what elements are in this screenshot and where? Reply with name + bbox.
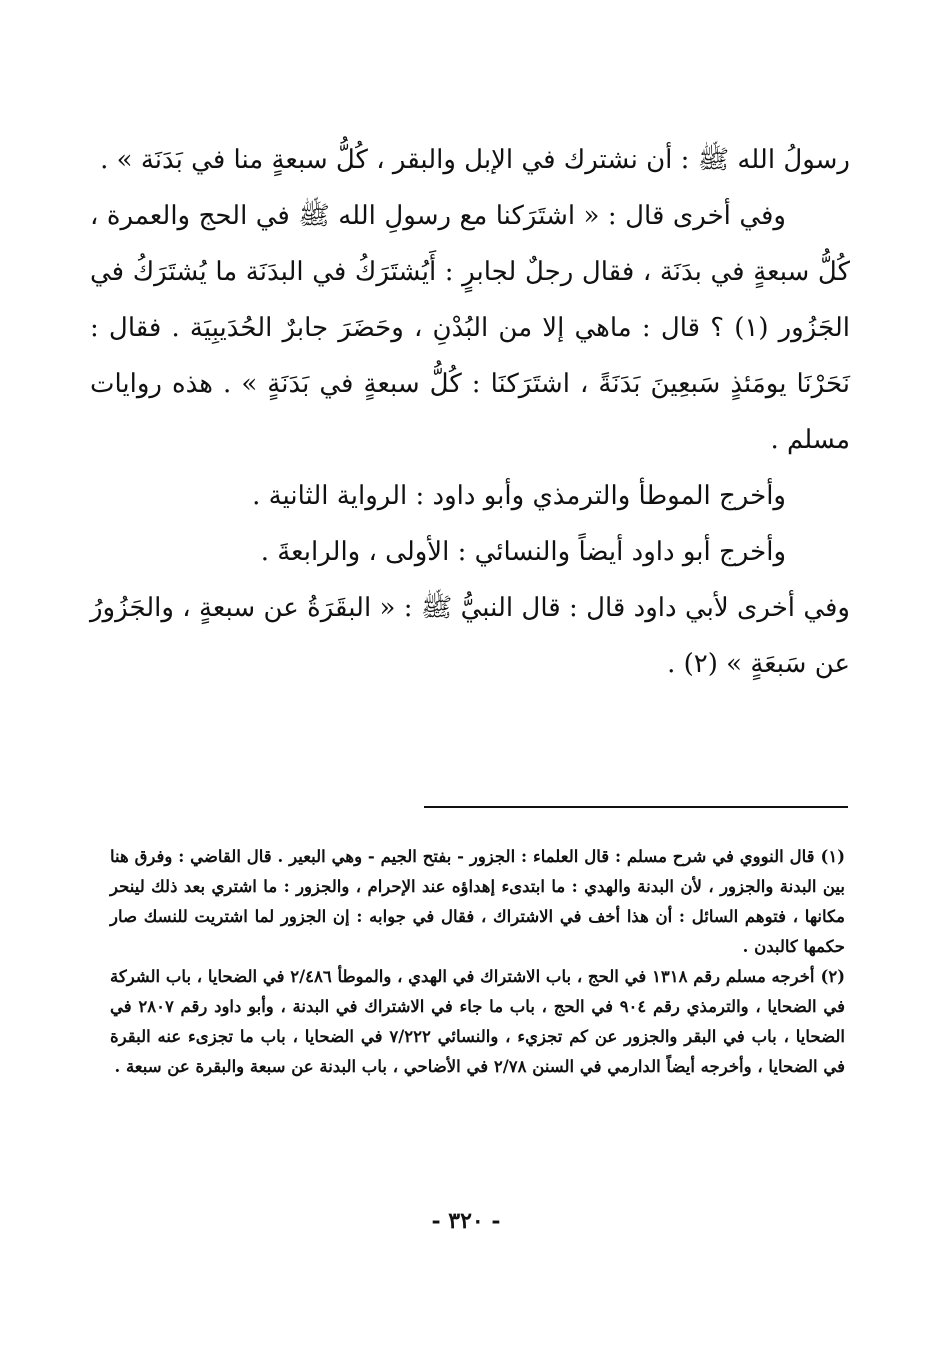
footnote-2-text: أخرجه مسلم رقم ١٣١٨ في الحج ، باب الاشتراك في الهدي ، والموطأ ٢/٤٨٦ في الضحايا ، باب الشركة في الضحايا ، والترمذي رقم ٩٠٤ في الحج ، باب ما جاء في الاشتراك في البدنة ، وأبو داود رقم ٢٨٠٧ في الضحايا ، باب في البقر والجزور عن كم تجزيء ، والنسائي ٧/٢٢٢ في الضحايا ، باب ما تجزىء عنه البقرة في الضحايا ، وأخرجه أيضاً الدارمي في السنن ٢/٧٨ في الأضاحي ، باب البدنة عن سبعة والبقرة عن سبعة . xyxy=(110,967,845,1076)
paragraph-4: وأخرج أبو داود أيضاً والنسائي : الأولى ، والرابعةَ . xyxy=(260,537,786,567)
footnote-1-number: (١) xyxy=(820,847,845,866)
footnote-2-number: (٢) xyxy=(820,967,845,986)
footnote-2 xyxy=(110,962,845,1082)
footnote-divider xyxy=(424,806,848,808)
page-number: - ٣٢٠ - xyxy=(431,1208,501,1234)
paragraph-5: وفي أخرى لأبي داود قال : قال النبيُّ ﷺ : « البقَرَةُ عن سبعةٍ ، والجَزُورُ عن سَبعَةٍ » (٢) . xyxy=(90,593,850,679)
paragraph-2: وفي أخرى قال : « اشتَرَكنا مع رسولِ الله ﷺ في الحج والعمرة ، كُلُّ سبعةٍ في بدَنَة ، فقال رجلٌ لجابرٍ : أَيُشتَرَكُ في البدَنَة ما يُشتَرَكُ في الجَزُور (١) ؟ قال : ماهي إلا من البُدْنِ ، وحَضَرَ جابرٌ الحُدَيبِيَة . فقال : نَحَرْنَا يومَئذٍ سَبعِينَ بَدَنَةً ، اشتَرَكنَا : كُلُّ سبعةٍ في بَدَنَةٍ » . هذه روايات مسلم . xyxy=(90,201,851,455)
main-text xyxy=(90,132,850,692)
footnote-1 xyxy=(110,842,845,962)
paragraph-1: رسولُ الله ﷺ : أن نشترك في الإبل والبقر ، كُلُّ سبعةٍ منا في بَدَنَة » . xyxy=(100,145,850,175)
footnote-1-text: قال النووي في شرح مسلم : قال العلماء : الجزور - بفتح الجيم - وهي البعير . قال القاضي : وفرق هنا بين البدنة والجزور ، لأن البدنة والهدي : ما ابتدىء إهداؤه عند الإحرام ، والجزور : ما اشتري بعد ذلك لينحر مكانها ، فتوهم السائل : أن هذا أخف في الاشتراك ، فقال في جوابه : إن الجزور لما اشتريت للنسك صار حكمها كالبدن . xyxy=(110,847,845,956)
paragraph-3: وأخرج الموطأ والترمذي وأبو داود : الرواية الثانية . xyxy=(252,481,786,511)
footnotes xyxy=(110,842,845,1082)
